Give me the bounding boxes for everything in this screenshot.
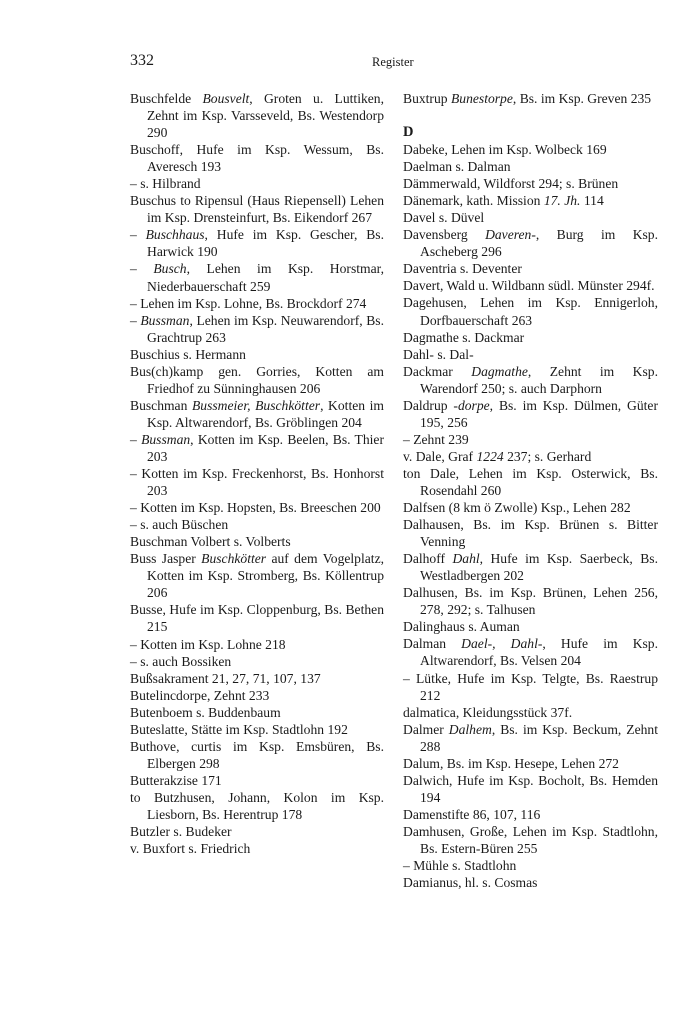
index-entry: Bus(ch)kamp gen. Gorries, Kotten am Friedhof zu Sünninghausen 206 [130, 363, 384, 396]
running-title: Register [372, 55, 414, 69]
page-number: 332 [130, 52, 154, 69]
index-entry: to Butzhusen, Johann, Kolon im Ksp. Liesborn, Bs. Herentrup 178 [130, 789, 384, 822]
index-entry: Buxtrup Bunestorpe, Bs. im Ksp. Greven 235 [403, 91, 652, 106]
index-entry: – Lütke, Hufe im Ksp. Telgte, Bs. Raestrup 212 [403, 670, 658, 703]
index-column-left [130, 90, 384, 857]
index-entry: Dalwich, Hufe im Ksp. Bocholt, Bs. Hemden 194 [403, 772, 658, 805]
index-entry: Busse, Hufe im Ksp. Cloppenburg, Bs. Bethen 215 [130, 602, 384, 635]
index-entry: Buteslatte, Stätte im Ksp. Stadtlohn 192 [130, 721, 348, 737]
index-entry: Buschius s. Hermann [130, 346, 246, 362]
index-entry: Dalhausen, Bs. im Ksp. Brünen s. Bitter Venning [403, 517, 658, 550]
index-entry: – Bussman, Kotten im Ksp. Beelen, Bs. Thier 203 [130, 431, 384, 464]
index-entry: Dalhusen, Bs. im Ksp. Brünen, Lehen 256, 278, 292; s. Talhusen [403, 585, 658, 618]
index-entry: Davert, Wald u. Wildbann südl. Münster 294f. [403, 278, 655, 294]
index-entry: Dagehusen, Lehen im Ksp. Ennigerloh, Dorfbauerschaft 263 [403, 295, 658, 328]
index-entry: Buschus to Ripensul (Haus Riepensell) Lehen im Ksp. Drensteinfurt, Bs. Eikendorf 267 [130, 193, 384, 226]
index-entry: Buschoff, Hufe im Ksp. Wessum, Bs. Averesch 193 [130, 142, 384, 175]
index-entry: Daldrup -dorpe, Bs. im Ksp. Dülmen, Güter 195, 256 [403, 397, 658, 430]
section-letter-heading: D [403, 124, 414, 141]
index-column-right [403, 90, 658, 891]
index-entry: Davel s. Düvel [403, 210, 485, 226]
index-entry: v. Buxfort s. Friedrich [130, 841, 251, 857]
index-entry: – Lehen im Ksp. Lohne, Bs. Brockdorf 274 [130, 295, 367, 311]
index-entry: Dabeke, Lehen im Ksp. Wolbeck 169 [403, 142, 607, 158]
index-entry: Dagmathe s. Dackmar [403, 329, 525, 345]
index-entry: ton Dale, Lehen im Ksp. Osterwick, Bs. Rosendahl 260 [403, 465, 658, 498]
index-entry: Butterakzise 171 [130, 772, 222, 788]
index-entry: Damhusen, Große, Lehen im Ksp. Stadtlohn, Bs. Estern-Büren 255 [403, 823, 658, 856]
index-entry: Dänemark, kath. Mission 17. Jh. 114 [403, 193, 604, 209]
index-entry: – s. Hilbrand [130, 176, 201, 192]
index-entry: Damianus, hl. s. Cosmas [403, 875, 538, 891]
index-entry: Bußsakrament 21, 27, 71, 107, 137 [130, 670, 321, 686]
index-entry: Buschfelde Bousvelt, Groten u. Luttiken, Zehnt im Ksp. Varsseveld, Bs. Westendorp 290 [130, 91, 384, 141]
index-entry: – Kotten im Ksp. Freckenhorst, Bs. Honhorst 203 [130, 466, 384, 499]
index-entry: Davensberg Daveren-, Burg im Ksp. Ascheberg 296 [403, 227, 658, 260]
index-entry: Dämmerwald, Wildforst 294; s. Brünen [403, 176, 619, 192]
index-entry: – Kotten im Ksp. Hopsten, Bs. Breeschen 200 [130, 500, 381, 516]
index-entry: Dahl- s. Dal- [403, 346, 474, 362]
index-entry: Dalmer Dalhem, Bs. im Ksp. Beckum, Zehnt 288 [403, 721, 658, 754]
index-entry: – Buschhaus, Hufe im Ksp. Gescher, Bs. Harwick 190 [130, 227, 384, 260]
index-entry: Damenstifte 86, 107, 116 [403, 806, 541, 822]
index-entry: – s. auch Büschen [130, 517, 229, 533]
index-entry: Buschman Bussmeier, Buschkötter, Kotten im Ksp. Altwarendorf, Bs. Gröblingen 204 [130, 397, 385, 430]
index-entry: – Zehnt 239 [403, 431, 469, 447]
index-entry: – Busch, Lehen im Ksp. Horstmar, Niederbauerschaft 259 [130, 261, 384, 294]
index-entry: v. Dale, Graf 1224 237; s. Gerhard [403, 448, 592, 464]
index-entry: Dalfsen (8 km ö Zwolle) Ksp., Lehen 282 [403, 500, 631, 516]
index-entry: Dackmar Dagmathe, Zehnt im Ksp. Warendorf 250; s. auch Darphorn [403, 363, 658, 396]
index-entry: Dalhoff Dahl, Hufe im Ksp. Saerbeck, Bs. Westladbergen 202 [403, 551, 658, 584]
index-entry: Daelman s. Dalman [403, 159, 511, 175]
index-entry: Buss Jasper Buschkötter auf dem Vogelplatz, Kotten im Ksp. Stromberg, Bs. Köllentrup 206 [130, 551, 384, 601]
index-entry: Dalum, Bs. im Ksp. Hesepe, Lehen 272 [403, 755, 619, 771]
index-entry: Buthove, curtis im Ksp. Emsbüren, Bs. Elbergen 298 [130, 738, 384, 771]
index-entry: Butelincdorpe, Zehnt 233 [130, 687, 270, 703]
index-entry: – Kotten im Ksp. Lohne 218 [130, 636, 286, 652]
index-entry: – Mühle s. Stadtlohn [403, 858, 517, 874]
index-entry: Buschman Volbert s. Volberts [130, 534, 291, 550]
index-entry: dalmatica, Kleidungsstück 37f. [403, 704, 573, 720]
index-entry: Dalman Dael-, Dahl-, Hufe im Ksp. Altwarendorf, Bs. Velsen 204 [403, 636, 658, 669]
index-entry: Butenboem s. Buddenbaum [130, 704, 281, 720]
index-entry: Butzler s. Budeker [130, 824, 232, 840]
index-entry: – s. auch Bossiken [130, 653, 232, 669]
index-entry: Daventria s. Deventer [403, 261, 522, 277]
index-entry: – Bussman, Lehen im Ksp. Neuwarendorf, Bs. Grachtrup 263 [130, 312, 384, 345]
index-entry: Dalinghaus s. Auman [403, 619, 520, 635]
